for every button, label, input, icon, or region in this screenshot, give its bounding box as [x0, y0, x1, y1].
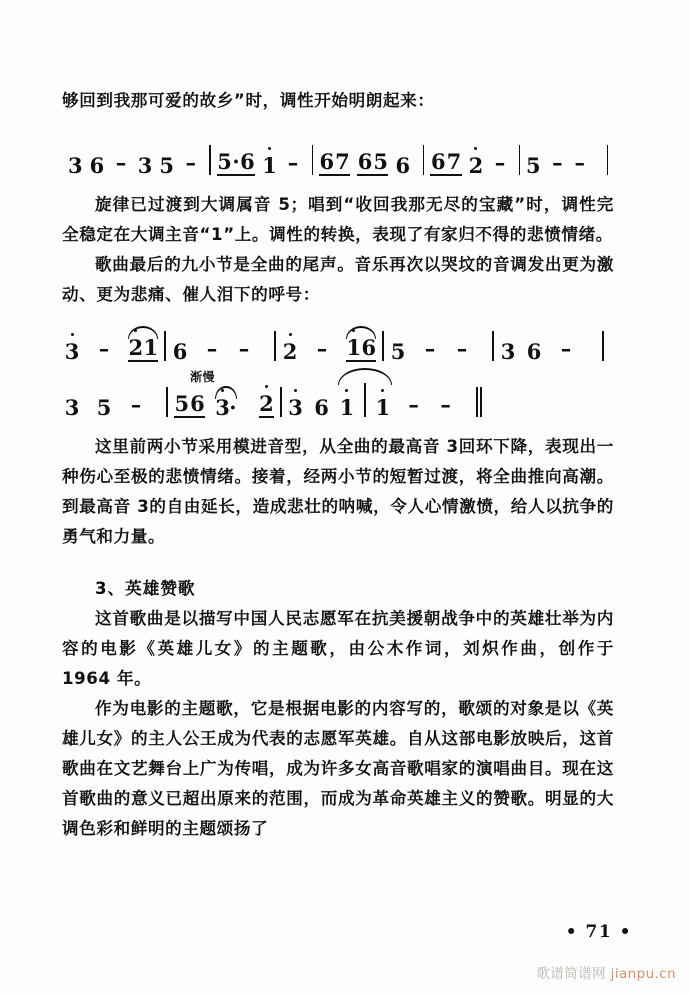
- duration-dash: –: [206, 336, 218, 361]
- spacer: [62, 552, 614, 574]
- note-high-octave: 2: [282, 339, 298, 364]
- barline-final: [476, 387, 478, 417]
- duration-dash: –: [552, 150, 563, 175]
- note: 1: [143, 335, 159, 360]
- note-high-octave: 3: [64, 339, 80, 364]
- note: 6: [357, 149, 373, 174]
- note: 6: [526, 339, 542, 364]
- note: 6: [361, 335, 377, 360]
- notation-staff-2a: [62, 316, 614, 362]
- spacer: [62, 116, 614, 130]
- tempo-marking: 渐慢: [190, 370, 216, 384]
- duration-dash: –: [115, 150, 127, 175]
- note-high-octave: 1: [262, 153, 277, 178]
- duration-dash: –: [408, 392, 419, 417]
- note: 3: [137, 153, 153, 178]
- note: 5: [159, 153, 174, 178]
- note: 6: [319, 149, 335, 174]
- beamed-group: [174, 393, 205, 418]
- note-high-octave: 1: [346, 335, 362, 360]
- note-high-octave: 1: [375, 395, 391, 420]
- note-high-octave: 2: [128, 335, 144, 360]
- duration-dash: –: [560, 336, 572, 361]
- paragraph-6: 作为电影的主题歌，它是根据电影的内容写的，歌颂的对象是以《英雄儿女》的主人公王成为代表的志愿军英雄。自从这部电影放映后，这首歌曲在文艺舞台上广为传唱，成为许多女高音歌唱家的演唱曲目。现在这首歌曲的意义已超出原来的范围，而成为革命英雄主义的赞歌。明显的大调色彩和鲜明的主题颂扬了: [62, 699, 614, 838]
- note: 5: [217, 149, 232, 174]
- barline: [492, 331, 494, 361]
- paragraph-4: 这里前两小节采用模进音型，从全曲的最高音 3回环下降，表现出一种伤心至极的悲愤情绪。接着，经两小节的短暂过渡，将全曲推向高潮。到最高音 3的自由延长，造成悲壮的呐喊，令人心情激愤，给人以抗争的勇气和力量。: [62, 437, 614, 546]
- duration-dash: –: [185, 150, 196, 175]
- music-notation-block-1: [62, 130, 614, 176]
- barline-end: [602, 331, 604, 361]
- spacer: [62, 176, 614, 190]
- beamed-group: [128, 337, 158, 362]
- beamed-group: [259, 393, 274, 418]
- duration-dash: –: [287, 150, 299, 175]
- duration-dash: –: [574, 150, 585, 175]
- note: 5: [174, 391, 190, 416]
- barline: [166, 387, 168, 417]
- duration-dash: –: [494, 150, 506, 175]
- watermark-cn-text: 歌谱简谱网: [536, 966, 606, 982]
- barline: [382, 331, 384, 361]
- note: 6: [240, 149, 255, 174]
- beamed-group: [346, 337, 376, 362]
- barline: [312, 145, 313, 175]
- page-content: [62, 86, 614, 844]
- note: 6: [190, 391, 205, 416]
- note: 3: [68, 153, 83, 178]
- augmentation-dot: ·: [229, 395, 237, 420]
- page-number: • 71 •: [565, 922, 632, 942]
- paragraph-5: 这首歌曲是以描写中国人民志愿军在抗美援朝战争中的英雄壮举为内容的电影《英雄儿女》的主题歌，由公木作词，刘炽作曲，创作于 1964 年。: [62, 609, 614, 688]
- duration-dash: –: [440, 392, 451, 417]
- note: 6: [89, 153, 105, 178]
- duration-dash: –: [98, 336, 110, 361]
- notation-staff-2b: [62, 372, 614, 418]
- note: 3: [64, 395, 80, 420]
- paragraph-3: 歌曲最后的九小节是全曲的尾声。音乐再次以哭坟的音调发出更为激动、更为悲痛、催人泪下的呼号：: [62, 255, 614, 304]
- duration-dash: –: [424, 336, 436, 361]
- note: 5: [96, 395, 112, 420]
- note: 5: [390, 339, 406, 364]
- beamed-group: [217, 151, 256, 176]
- paragraph-2: 旋律已过渡到大调属音 5；唱到“收回我那无尽的宝藏”时，调性完全稳定在大调主音“1”上。调性的转换，表现了有家归不得的悲愤情绪。: [62, 195, 614, 244]
- duration-dash: –: [456, 336, 468, 361]
- note: 3: [500, 339, 516, 364]
- note: 7: [335, 149, 350, 174]
- note-high-octave: 2: [468, 153, 484, 178]
- barline: [280, 387, 282, 417]
- barline: [209, 145, 210, 175]
- spacer: [62, 418, 614, 432]
- barline: [519, 145, 520, 175]
- note: 7: [446, 149, 462, 174]
- note: 5: [373, 149, 388, 174]
- watermark-en-text: jianpu.cn: [610, 966, 676, 982]
- paragraph-1: 够回到我那可爱的故乡”时，调性开始明朗起来：: [62, 91, 435, 110]
- slurred-group-tie: [340, 383, 390, 418]
- barline-end: [607, 145, 608, 175]
- section-heading-3: 3、英雄赞歌: [95, 579, 196, 598]
- note-high-octave: 1: [339, 395, 355, 420]
- duration-dash: –: [130, 392, 142, 417]
- slurred-group: [346, 337, 376, 362]
- note: 5: [526, 153, 541, 178]
- beamed-group: [357, 151, 388, 176]
- barline: [423, 145, 424, 175]
- barline: [364, 383, 366, 417]
- duration-dash: –: [316, 336, 328, 361]
- note: 6: [314, 395, 329, 420]
- site-watermark: [536, 962, 676, 982]
- slurred-group: [128, 337, 158, 362]
- note-high-octave: 3: [215, 395, 230, 420]
- note-high-octave: 3: [288, 395, 303, 420]
- barline: [164, 331, 166, 361]
- slurred-group: [215, 397, 236, 418]
- beamed-group: [319, 151, 350, 176]
- note: 6: [395, 153, 411, 178]
- notation-staff-1: [62, 130, 614, 176]
- beamed-group: [430, 151, 461, 176]
- tie-arc: [338, 368, 392, 385]
- note: 6: [172, 339, 188, 364]
- note-high-octave: 2: [259, 391, 274, 416]
- augmentation-dot: ·: [232, 149, 240, 174]
- duration-dash: –: [238, 336, 250, 361]
- barline: [274, 331, 276, 361]
- note: 6: [430, 149, 446, 174]
- music-notation-block-2: [62, 316, 614, 418]
